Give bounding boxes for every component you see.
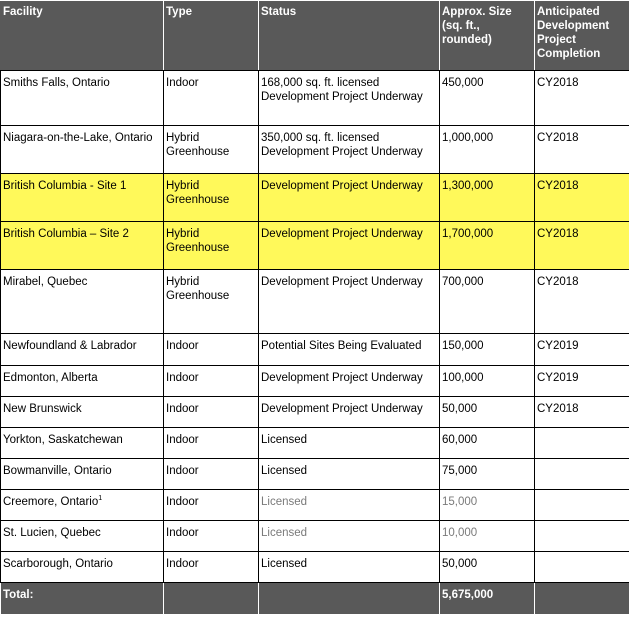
total-label: Total: (1, 583, 164, 615)
size-cell: 700,000 (440, 270, 535, 334)
facility-cell: Newfoundland & Labrador (1, 334, 164, 366)
footnote-marker: 1 (98, 495, 103, 503)
status-cell: Potential Sites Being Evaluated (259, 334, 440, 366)
status-cell: Development Project Underway (259, 222, 440, 270)
size-cell: 60,000 (440, 428, 535, 459)
status-cell: Licensed (259, 521, 440, 552)
status-cell: Licensed (259, 552, 440, 583)
facility-cell: Edmonton, Alberta (1, 366, 164, 397)
type-cell: Indoor (164, 521, 259, 552)
completion-cell: CY2018 (535, 397, 629, 428)
facility-cell: Bowmanville, Ontario (1, 459, 164, 490)
size-cell: 100,000 (440, 366, 535, 397)
size-cell: 75,000 (440, 459, 535, 490)
status-cell: Development Project Underway (259, 397, 440, 428)
header-status: Status (259, 1, 440, 71)
completion-cell: CY2018 (535, 126, 629, 174)
table-row (1, 459, 629, 490)
table-row (1, 71, 629, 126)
facility-cell: Yorkton, Saskatchewan (1, 428, 164, 459)
facility-cell: Smiths Falls, Ontario (1, 71, 164, 126)
table-row (1, 366, 629, 397)
size-cell: 1,000,000 (440, 126, 535, 174)
facility-cell: British Columbia - Site 1 (1, 174, 164, 222)
facility-cell (1, 490, 164, 521)
status-cell: Licensed (259, 459, 440, 490)
facility-name: Creemore, Ontario (3, 496, 99, 508)
status-cell: Licensed (259, 428, 440, 459)
facility-cell: St. Lucien, Quebec (1, 521, 164, 552)
facility-cell: Mirabel, Quebec (1, 270, 164, 334)
completion-cell: CY2019 (535, 366, 629, 397)
type-cell: Indoor (164, 428, 259, 459)
type-cell: Hybrid Greenhouse (164, 126, 259, 174)
type-cell: Hybrid Greenhouse (164, 222, 259, 270)
completion-cell (535, 552, 629, 583)
status-cell: 350,000 sq. ft. licensed Development Project Underway (259, 126, 440, 174)
table-row (1, 270, 629, 334)
completion-cell: CY2018 (535, 71, 629, 126)
size-cell: 50,000 (440, 397, 535, 428)
facility-cell: British Columbia – Site 2 (1, 222, 164, 270)
size-cell: 15,000 (440, 490, 535, 521)
table-row (1, 490, 629, 521)
type-cell: Indoor (164, 459, 259, 490)
size-cell: 50,000 (440, 552, 535, 583)
size-cell: 1,700,000 (440, 222, 535, 270)
size-cell: 10,000 (440, 521, 535, 552)
completion-cell: CY2018 (535, 222, 629, 270)
completion-cell (535, 521, 629, 552)
size-cell: 1,300,000 (440, 174, 535, 222)
table-row (1, 552, 629, 583)
type-cell: Indoor (164, 71, 259, 126)
status-cell: 168,000 sq. ft. licensed Development Project Underway (259, 71, 440, 126)
type-cell: Indoor (164, 397, 259, 428)
header-type: Type (164, 1, 259, 71)
size-cell: 150,000 (440, 334, 535, 366)
total-empty-cell (535, 583, 629, 615)
type-cell: Hybrid Greenhouse (164, 174, 259, 222)
type-cell: Indoor (164, 334, 259, 366)
type-cell: Indoor (164, 366, 259, 397)
type-cell: Indoor (164, 552, 259, 583)
completion-cell (535, 490, 629, 521)
completion-cell (535, 428, 629, 459)
total-size: 5,675,000 (440, 583, 535, 615)
header-completion: Anticipated Development Project Completion (535, 1, 629, 71)
completion-cell (535, 459, 629, 490)
header-facility: Facility (1, 1, 164, 71)
table-row (1, 521, 629, 552)
table-row (1, 126, 629, 174)
total-empty-cell (164, 583, 259, 615)
table-row (1, 222, 629, 270)
table-row (1, 428, 629, 459)
total-row (1, 583, 629, 615)
type-cell: Indoor (164, 490, 259, 521)
facility-cell: Scarborough, Ontario (1, 552, 164, 583)
table-row (1, 174, 629, 222)
header-size: Approx. Size (sq. ft., rounded) (440, 1, 535, 71)
facility-cell: New Brunswick (1, 397, 164, 428)
completion-cell: CY2018 (535, 174, 629, 222)
size-cell: 450,000 (440, 71, 535, 126)
status-cell: Licensed (259, 490, 440, 521)
completion-cell: CY2018 (535, 270, 629, 334)
facility-cell: Niagara-on-the-Lake, Ontario (1, 126, 164, 174)
table-row (1, 397, 629, 428)
table-row (1, 334, 629, 366)
total-empty-cell (259, 583, 440, 615)
status-cell: Development Project Underway (259, 366, 440, 397)
status-cell: Development Project Underway (259, 270, 440, 334)
status-cell: Development Project Underway (259, 174, 440, 222)
header-row (1, 1, 629, 71)
type-cell: Hybrid Greenhouse (164, 270, 259, 334)
completion-cell: CY2019 (535, 334, 629, 366)
